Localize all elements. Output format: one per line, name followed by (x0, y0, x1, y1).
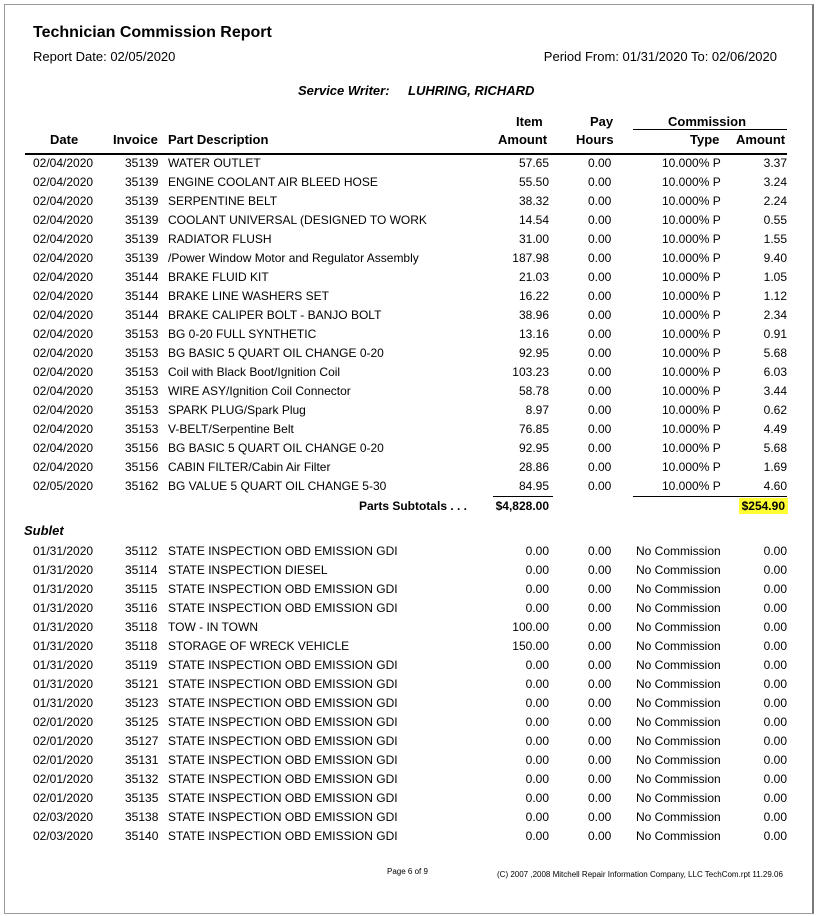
row-date: 02/04/2020 (33, 346, 94, 360)
row-pay-hours: 0.00 (588, 251, 612, 265)
row-date: 01/31/2020 (33, 563, 94, 577)
row-item-amount: 84.95 (518, 479, 549, 493)
row-commission-type: No Commission (636, 658, 721, 672)
row-commission-amount: 1.12 (763, 289, 787, 303)
row-date: 02/04/2020 (33, 232, 94, 246)
row-commission-amount: 4.60 (763, 479, 787, 493)
row-invoice: 35127 (125, 734, 159, 748)
row-invoice: 35153 (125, 346, 159, 360)
row-description: STATE INSPECTION OBD EMISSION GDI (168, 791, 398, 805)
row-date: 02/01/2020 (33, 772, 94, 786)
table-row (0, 401, 819, 420)
row-date: 02/04/2020 (33, 175, 94, 189)
header-date: Date (50, 132, 79, 147)
row-invoice: 35144 (125, 270, 159, 284)
row-date: 02/01/2020 (33, 734, 94, 748)
row-invoice: 35131 (125, 753, 159, 767)
row-description: STATE INSPECTION OBD EMISSION GDI (168, 772, 398, 786)
row-description: Coil with Black Boot/Ignition Coil (168, 365, 341, 379)
row-description: STATE INSPECTION OBD EMISSION GDI (168, 810, 398, 824)
row-invoice: 35153 (125, 365, 159, 379)
row-date: 02/03/2020 (33, 829, 94, 843)
row-commission-type: 10.000% P (662, 232, 721, 246)
row-description: BRAKE CALIPER BOLT - BANJO BOLT (168, 308, 382, 322)
row-description: STATE INSPECTION DIESEL (168, 563, 328, 577)
row-invoice: 35116 (125, 601, 158, 615)
table-row (0, 637, 819, 656)
row-pay-hours: 0.00 (588, 620, 612, 634)
row-item-amount: 100.00 (512, 620, 549, 634)
row-item-amount: 76.85 (518, 422, 549, 436)
row-pay-hours: 0.00 (588, 289, 612, 303)
row-invoice: 35125 (125, 715, 159, 729)
row-commission-amount: 3.44 (763, 384, 787, 398)
table-row (0, 694, 819, 713)
row-item-amount: 0.00 (525, 772, 549, 786)
row-commission-type: No Commission (636, 829, 721, 843)
row-commission-type: 10.000% P (662, 156, 721, 170)
header-commission-amount: Amount (736, 132, 786, 147)
row-commission-type: No Commission (636, 677, 721, 691)
row-item-amount: 103.23 (512, 365, 549, 379)
row-item-amount: 13.16 (518, 327, 549, 341)
row-date: 02/04/2020 (33, 156, 94, 170)
row-pay-hours: 0.00 (588, 422, 612, 436)
row-invoice: 35114 (125, 563, 158, 577)
row-commission-type: 10.000% P (662, 365, 721, 379)
row-commission-amount: 9.40 (763, 251, 787, 265)
table-row (0, 439, 819, 458)
row-commission-type: 10.000% P (662, 175, 721, 189)
table-row (0, 382, 819, 401)
row-item-amount: 0.00 (525, 544, 549, 558)
row-commission-amount: 1.55 (763, 232, 787, 246)
row-description: STATE INSPECTION OBD EMISSION GDI (168, 753, 398, 767)
row-date: 01/31/2020 (33, 601, 94, 615)
row-invoice: 35139 (125, 156, 159, 170)
row-item-amount: 0.00 (525, 677, 549, 691)
row-invoice: 35153 (125, 403, 159, 417)
row-commission-amount: 3.24 (763, 175, 787, 189)
row-invoice: 35138 (125, 810, 159, 824)
row-commission-type: 10.000% P (662, 327, 721, 341)
row-date: 02/04/2020 (33, 251, 94, 265)
row-date: 02/01/2020 (33, 753, 94, 767)
row-pay-hours: 0.00 (588, 175, 612, 189)
row-commission-type: No Commission (636, 734, 721, 748)
service-writer-name: LUHRING, RICHARD (408, 83, 535, 98)
row-commission-amount: 0.00 (763, 772, 787, 786)
row-item-amount: 0.00 (525, 601, 549, 615)
row-commission-amount: 0.00 (763, 734, 787, 748)
row-invoice: 35135 (125, 791, 159, 805)
row-commission-type: 10.000% P (662, 346, 721, 360)
table-row (0, 363, 819, 382)
row-item-amount: 0.00 (525, 658, 549, 672)
row-date: 02/04/2020 (33, 270, 94, 284)
row-description: STORAGE OF WRECK VEHICLE (168, 639, 350, 653)
row-date: 02/04/2020 (33, 327, 94, 341)
row-description: BG 0-20 FULL SYNTHETIC (168, 327, 317, 341)
row-description: BG VALUE 5 QUART OIL CHANGE 5-30 (168, 479, 387, 493)
table-row (0, 751, 819, 770)
row-date: 02/04/2020 (33, 194, 94, 208)
row-date: 02/04/2020 (33, 308, 94, 322)
row-pay-hours: 0.00 (588, 384, 612, 398)
row-invoice: 35144 (125, 308, 159, 322)
row-commission-type: No Commission (636, 753, 721, 767)
table-row (0, 561, 819, 580)
table-row (0, 344, 819, 363)
row-commission-type: 10.000% P (662, 251, 721, 265)
service-writer-label: Service Writer: (298, 83, 390, 98)
row-item-amount: 55.50 (518, 175, 549, 189)
table-row (0, 827, 819, 846)
row-invoice: 35140 (125, 829, 159, 843)
table-row (0, 477, 819, 496)
row-commission-type: 10.000% P (662, 308, 721, 322)
row-date: 01/31/2020 (33, 639, 94, 653)
row-description: BG BASIC 5 QUART OIL CHANGE 0-20 (168, 441, 384, 455)
report-date: Report Date: 02/05/2020 (33, 49, 176, 64)
row-commission-type: No Commission (636, 791, 721, 805)
row-pay-hours: 0.00 (588, 677, 612, 691)
row-pay-hours: 0.00 (588, 829, 612, 843)
row-item-amount: 187.98 (512, 251, 549, 265)
row-commission-amount: 5.68 (763, 346, 787, 360)
row-commission-amount: 5.68 (763, 441, 787, 455)
table-row (0, 154, 819, 173)
table-row (0, 618, 819, 637)
row-commission-amount: 1.05 (763, 270, 787, 284)
row-commission-amount: 4.49 (763, 422, 787, 436)
row-commission-amount: 0.00 (763, 658, 787, 672)
table-row (0, 268, 819, 287)
table-row (0, 306, 819, 325)
row-item-amount: 0.00 (525, 791, 549, 805)
row-date: 01/31/2020 (33, 677, 94, 691)
item-subtotal-rule (493, 496, 553, 497)
row-commission-type: No Commission (636, 563, 721, 577)
row-invoice: 35112 (125, 544, 158, 558)
row-date: 02/04/2020 (33, 213, 94, 227)
row-description: STATE INSPECTION OBD EMISSION GDI (168, 677, 398, 691)
row-date: 02/04/2020 (33, 403, 94, 417)
row-date: 01/31/2020 (33, 620, 94, 634)
row-pay-hours: 0.00 (588, 810, 612, 824)
row-commission-type: 10.000% P (662, 289, 721, 303)
row-item-amount: 0.00 (525, 696, 549, 710)
row-item-amount: 0.00 (525, 734, 549, 748)
row-pay-hours: 0.00 (588, 772, 612, 786)
table-row (0, 173, 819, 192)
parts-subtotal-commission: $254.90 (739, 498, 788, 514)
row-item-amount: 21.03 (518, 270, 549, 284)
row-invoice: 35123 (125, 696, 159, 710)
row-description: STATE INSPECTION OBD EMISSION GDI (168, 715, 398, 729)
row-item-amount: 92.95 (518, 441, 549, 455)
row-description: /Power Window Motor and Regulator Assembly (168, 251, 419, 265)
row-item-amount: 16.22 (518, 289, 549, 303)
row-pay-hours: 0.00 (588, 582, 612, 596)
row-pay-hours: 0.00 (588, 270, 612, 284)
row-item-amount: 58.78 (518, 384, 549, 398)
table-row (0, 599, 819, 618)
row-commission-type: No Commission (636, 544, 721, 558)
row-commission-amount: 2.34 (763, 308, 787, 322)
row-description: BRAKE FLUID KIT (168, 270, 269, 284)
sublet-heading: Sublet (24, 523, 64, 538)
row-commission-amount: 0.00 (763, 753, 787, 767)
row-commission-amount: 0.00 (763, 563, 787, 577)
row-pay-hours: 0.00 (588, 563, 612, 577)
row-commission-amount: 0.00 (763, 810, 787, 824)
row-pay-hours: 0.00 (588, 232, 612, 246)
row-description: ENGINE COOLANT AIR BLEED HOSE (168, 175, 378, 189)
header-commission: Commission (668, 114, 747, 129)
row-commission-type: No Commission (636, 639, 721, 653)
row-pay-hours: 0.00 (588, 441, 612, 455)
row-commission-type: 10.000% P (662, 194, 721, 208)
row-commission-amount: 2.24 (763, 194, 787, 208)
header-part-description: Part Description (168, 132, 269, 147)
header-item: Item (516, 114, 543, 129)
row-invoice: 35156 (125, 441, 159, 455)
row-item-amount: 92.95 (518, 346, 549, 360)
row-item-amount: 31.00 (518, 232, 549, 246)
row-invoice: 35153 (125, 384, 159, 398)
header-item-amount: Amount (498, 132, 548, 147)
row-invoice: 35118 (125, 620, 158, 634)
row-invoice: 35153 (125, 422, 159, 436)
table-row (0, 325, 819, 344)
row-pay-hours: 0.00 (588, 544, 612, 558)
row-invoice: 35139 (125, 213, 159, 227)
row-invoice: 35153 (125, 327, 159, 341)
row-commission-amount: 0.00 (763, 791, 787, 805)
table-row (0, 808, 819, 827)
row-commission-type: No Commission (636, 601, 721, 615)
row-item-amount: 0.00 (525, 563, 549, 577)
row-commission-type: 10.000% P (662, 403, 721, 417)
row-item-amount: 0.00 (525, 715, 549, 729)
row-pay-hours: 0.00 (588, 194, 612, 208)
row-invoice: 35139 (125, 251, 159, 265)
row-pay-hours: 0.00 (588, 658, 612, 672)
row-commission-type: No Commission (636, 772, 721, 786)
table-row (0, 732, 819, 751)
row-item-amount: 0.00 (525, 753, 549, 767)
row-description: TOW - IN TOWN (168, 620, 258, 634)
row-description: RADIATOR FLUSH (168, 232, 272, 246)
row-description: STATE INSPECTION OBD EMISSION GDI (168, 829, 398, 843)
commission-header-rule (633, 129, 787, 130)
row-invoice: 35119 (125, 658, 158, 672)
header-pay-hours: Hours (576, 132, 614, 147)
row-description: COOLANT UNIVERSAL (DESIGNED TO WORK (168, 213, 427, 227)
row-item-amount: 8.97 (525, 403, 549, 417)
header-invoice: Invoice (113, 132, 158, 147)
row-commission-type: 10.000% P (662, 479, 721, 493)
row-pay-hours: 0.00 (588, 327, 612, 341)
row-commission-amount: 0.00 (763, 696, 787, 710)
row-item-amount: 38.32 (518, 194, 549, 208)
row-description: STATE INSPECTION OBD EMISSION GDI (168, 544, 398, 558)
row-commission-amount: 0.55 (763, 213, 787, 227)
row-pay-hours: 0.00 (588, 156, 612, 170)
row-invoice: 35139 (125, 175, 159, 189)
row-commission-amount: 1.69 (763, 460, 787, 474)
table-row (0, 580, 819, 599)
row-pay-hours: 0.00 (588, 308, 612, 322)
row-commission-amount: 0.00 (763, 715, 787, 729)
row-commission-amount: 0.00 (763, 620, 787, 634)
table-row (0, 249, 819, 268)
row-date: 02/04/2020 (33, 384, 94, 398)
row-commission-amount: 0.91 (763, 327, 787, 341)
row-commission-type: No Commission (636, 620, 721, 634)
row-item-amount: 14.54 (518, 213, 549, 227)
table-row (0, 770, 819, 789)
footer-page-number: Page 6 of 9 (387, 867, 428, 876)
row-pay-hours: 0.00 (588, 639, 612, 653)
row-commission-type: 10.000% P (662, 213, 721, 227)
table-row (0, 542, 819, 561)
row-pay-hours: 0.00 (588, 696, 612, 710)
table-row (0, 656, 819, 675)
row-item-amount: 0.00 (525, 810, 549, 824)
row-commission-type: No Commission (636, 810, 721, 824)
footer-copyright: (C) 2007 ,2008 Mitchell Repair Information Company, LLC TechCom.rpt 11.29.06 (497, 870, 783, 879)
row-date: 01/31/2020 (33, 582, 94, 596)
row-description: BG BASIC 5 QUART OIL CHANGE 0-20 (168, 346, 384, 360)
row-date: 01/31/2020 (33, 696, 94, 710)
table-row (0, 675, 819, 694)
row-invoice: 35139 (125, 194, 159, 208)
row-commission-type: No Commission (636, 715, 721, 729)
row-commission-amount: 0.00 (763, 544, 787, 558)
row-commission-type: 10.000% P (662, 422, 721, 436)
row-description: WIRE ASY/Ignition Coil Connector (168, 384, 351, 398)
row-date: 02/01/2020 (33, 791, 94, 805)
row-description: STATE INSPECTION OBD EMISSION GDI (168, 601, 398, 615)
header-commission-type: Type (690, 132, 720, 147)
row-date: 02/05/2020 (33, 479, 94, 493)
table-row (0, 192, 819, 211)
row-date: 02/04/2020 (33, 365, 94, 379)
row-commission-amount: 0.00 (763, 677, 787, 691)
row-commission-amount: 0.00 (763, 639, 787, 653)
row-invoice: 35132 (125, 772, 159, 786)
row-commission-type: 10.000% P (662, 270, 721, 284)
row-invoice: 35115 (125, 582, 158, 596)
row-pay-hours: 0.00 (588, 365, 612, 379)
table-row (0, 211, 819, 230)
row-date: 02/04/2020 (33, 422, 94, 436)
row-date: 02/04/2020 (33, 441, 94, 455)
row-item-amount: 0.00 (525, 582, 549, 596)
row-description: WATER OUTLET (168, 156, 261, 170)
row-item-amount: 150.00 (512, 639, 549, 653)
header-pay: Pay (590, 114, 614, 129)
row-pay-hours: 0.00 (588, 213, 612, 227)
row-description: STATE INSPECTION OBD EMISSION GDI (168, 582, 398, 596)
row-invoice: 35156 (125, 460, 159, 474)
row-item-amount: 0.00 (525, 829, 549, 843)
row-commission-amount: 3.37 (763, 156, 787, 170)
row-invoice: 35162 (125, 479, 159, 493)
parts-subtotal-item-amount: $4,828.00 (495, 499, 549, 513)
row-invoice: 35144 (125, 289, 159, 303)
row-commission-amount: 0.00 (763, 601, 787, 615)
row-commission-amount: 0.00 (763, 582, 787, 596)
row-date: 02/01/2020 (33, 715, 94, 729)
row-date: 02/04/2020 (33, 289, 94, 303)
row-commission-amount: 0.00 (763, 829, 787, 843)
row-description: SPARK PLUG/Spark Plug (168, 403, 306, 417)
row-pay-hours: 0.00 (588, 403, 612, 417)
row-item-amount: 38.96 (518, 308, 549, 322)
table-row (0, 287, 819, 306)
table-row (0, 458, 819, 477)
row-description: STATE INSPECTION OBD EMISSION GDI (168, 658, 398, 672)
table-row (0, 789, 819, 808)
row-date: 02/04/2020 (33, 460, 94, 474)
report-period: Period From: 01/31/2020 To: 02/06/2020 (543, 49, 777, 64)
row-commission-type: No Commission (636, 582, 721, 596)
row-description: V-BELT/Serpentine Belt (168, 422, 294, 436)
row-pay-hours: 0.00 (588, 715, 612, 729)
row-commission-type: 10.000% P (662, 384, 721, 398)
row-item-amount: 28.86 (518, 460, 549, 474)
parts-subtotal-label: Parts Subtotals . . . (358, 499, 467, 513)
row-description: SERPENTINE BELT (168, 194, 278, 208)
row-pay-hours: 0.00 (588, 753, 612, 767)
row-pay-hours: 0.00 (588, 479, 612, 493)
row-description: STATE INSPECTION OBD EMISSION GDI (168, 734, 398, 748)
row-item-amount: 57.65 (518, 156, 549, 170)
row-description: CABIN FILTER/Cabin Air Filter (168, 460, 331, 474)
row-date: 01/31/2020 (33, 658, 94, 672)
table-row (0, 420, 819, 439)
row-description: STATE INSPECTION OBD EMISSION GDI (168, 696, 398, 710)
table-row (0, 230, 819, 249)
row-pay-hours: 0.00 (588, 791, 612, 805)
row-date: 01/31/2020 (33, 544, 94, 558)
row-pay-hours: 0.00 (588, 460, 612, 474)
row-commission-type: 10.000% P (662, 441, 721, 455)
row-commission-amount: 0.62 (763, 403, 787, 417)
row-description: BRAKE LINE WASHERS SET (168, 289, 329, 303)
row-commission-amount: 6.03 (763, 365, 787, 379)
row-invoice: 35139 (125, 232, 159, 246)
row-pay-hours: 0.00 (588, 734, 612, 748)
row-commission-type: 10.000% P (662, 460, 721, 474)
row-pay-hours: 0.00 (588, 346, 612, 360)
row-commission-type: No Commission (636, 696, 721, 710)
commission-subtotal-rule (633, 496, 787, 497)
row-invoice: 35118 (125, 639, 158, 653)
row-pay-hours: 0.00 (588, 601, 612, 615)
row-date: 02/03/2020 (33, 810, 94, 824)
row-invoice: 35121 (125, 677, 159, 691)
table-row (0, 713, 819, 732)
report-title: Technician Commission Report (33, 24, 272, 41)
